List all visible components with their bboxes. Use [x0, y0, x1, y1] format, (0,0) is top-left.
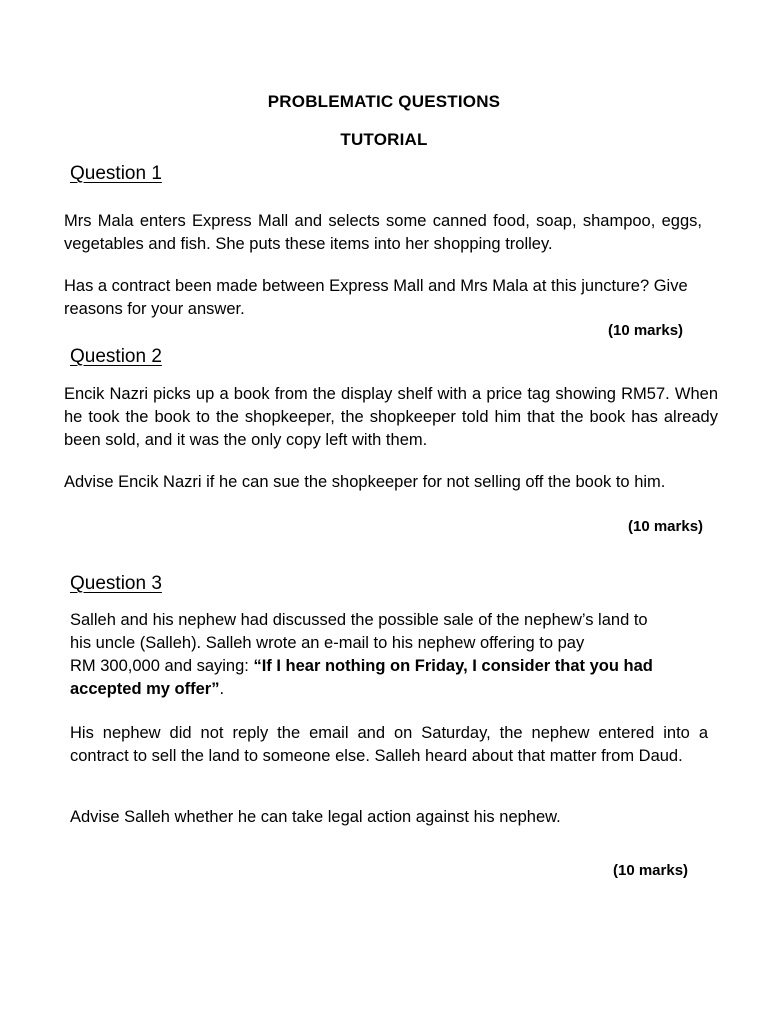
question-2-marks: (10 marks) — [628, 518, 704, 535]
document-subtitle: TUTORIAL — [340, 130, 428, 149]
question-3-paragraph-3: Advise Salleh whether he can take legal action against his nephew. — [70, 808, 561, 826]
question-3-heading: Question 3 — [70, 573, 162, 594]
question-3-line-end: . — [219, 680, 225, 698]
question-2-paragraph-1: Encik Nazri picks up a book from the display shelf with a price tag showing RM57. When he took the book to the shopkeeper, the shopkeeper told him that the book has already been sold, and it was the only copy left with them. — [64, 385, 718, 449]
question-3-quote: “If I hear nothing on Friday, I consider that you had accepted my offer” — [70, 657, 653, 698]
question-3-paragraph-2: His nephew did not reply the email and on Saturday, the nephew entered into a contract to sell the land to someone else. Salleh heard about that matter from Daud. — [70, 724, 708, 765]
question-3-line-2: his uncle (Salleh). Salleh wrote an e-mail to his nephew offering to pay — [70, 634, 585, 652]
question-1-heading: Question 1 — [70, 163, 162, 184]
question-2-heading: Question 2 — [70, 346, 162, 367]
question-1-marks: (10 marks) — [608, 322, 684, 339]
document-title: PROBLEMATIC QUESTIONS — [267, 92, 501, 111]
question-1-paragraph-1: Mrs Mala enters Express Mall and selects some canned food, soap, shampoo, eggs, vegetables and fish. She puts these items into her shopping trolley. — [64, 212, 702, 253]
question-2-paragraph-2: Advise Encik Nazri if he can sue the shopkeeper for not selling off the book to him. — [64, 473, 666, 491]
question-3-paragraph-1 — [70, 609, 710, 701]
question-3-line-1: Salleh and his nephew had discussed the possible sale of the nephew’s land to — [70, 611, 648, 629]
question-3-line-3-start: RM 300,000 and saying: — [70, 657, 254, 675]
question-1-paragraph-2: Has a contract been made between Express Mall and Mrs Mala at this juncture? Give reasons for your answer. — [64, 277, 688, 318]
question-3-marks: (10 marks) — [613, 862, 689, 879]
